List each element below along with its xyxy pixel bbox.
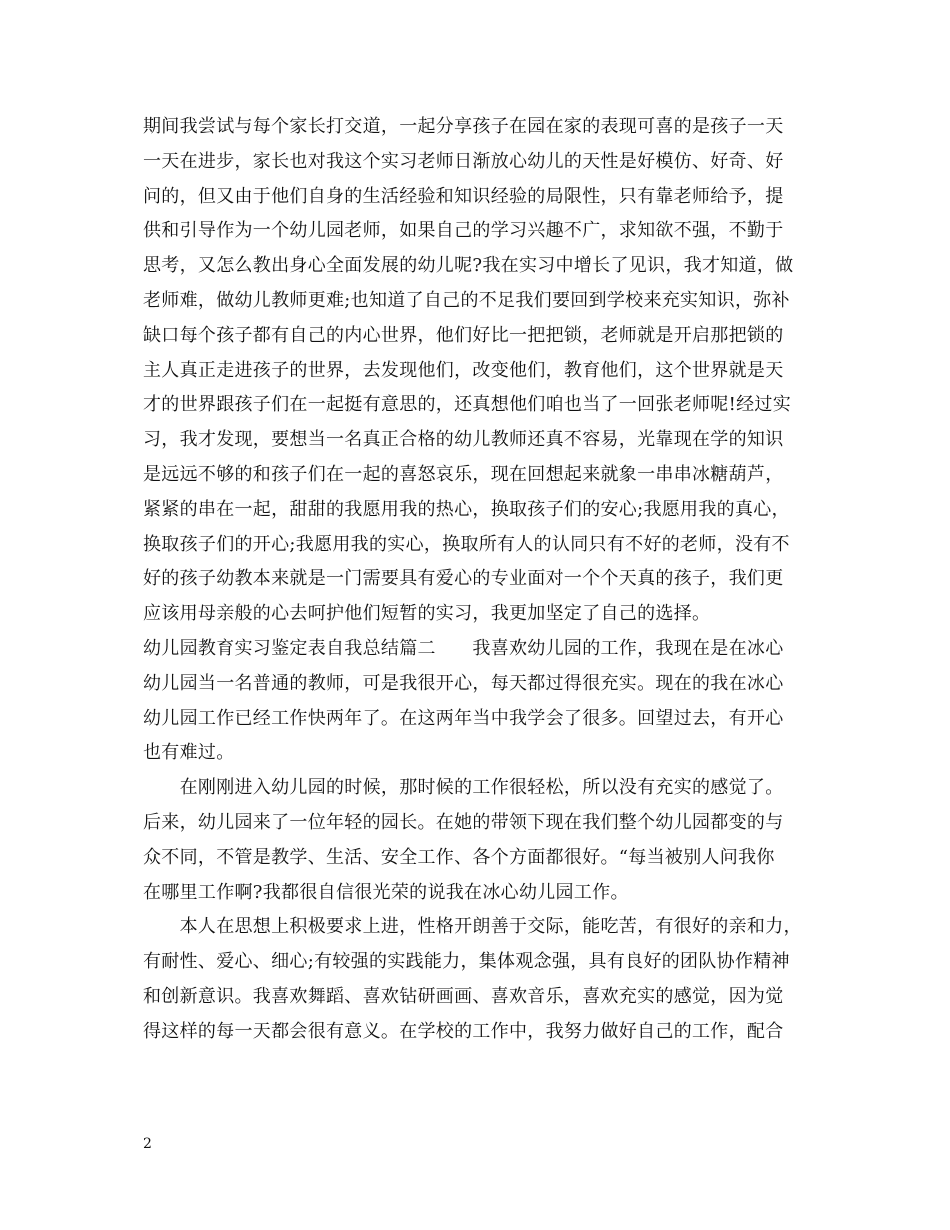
text-line: 众不同，不管是教学、生活、安全工作、各个方面都很好。“每当被别人问我你 xyxy=(143,846,775,868)
text-line: 在刚刚进入幼儿园的时候，那时候的工作很轻松，所以没有充实的感觉了。 xyxy=(143,777,784,799)
text-line: 是远远不够的和孩子们在一起的喜怒哀乐，现在回想起来就象一串串冰糖葫芦， xyxy=(143,463,784,485)
text-line: 换取孩子们的开心;我愿用我的实心，换取所有人的认同只有不好的老师，没有不 xyxy=(143,533,790,555)
text-line: 得这样的每一天都会很有意义。在学校的工作中，我努力做好自己的工作，配合 xyxy=(143,1020,784,1042)
text-line: 思考，又怎么教出身心全面发展的幼儿呢?我在实习中增长了见识，我才知道，做 xyxy=(143,255,794,277)
text-line: 后来，幼儿园来了一位年轻的园长。在她的带领下现在我们整个幼儿园都变的与 xyxy=(143,811,784,833)
text-line: 一天在进步，家长也对我这个实习老师日渐放心幼儿的天性是好模仿、好奇、好 xyxy=(143,150,784,172)
text-line: 有耐性、爱心、细心;有较强的实践能力，集体观念强，具有良好的团队协作精神 xyxy=(143,951,790,973)
text-line: 主人真正走进孩子的世界，去发现他们，改变他们，教育他们，这个世界就是天 xyxy=(143,359,784,381)
page-number: 2 xyxy=(143,1136,152,1152)
text-line: 和创新意识。我喜欢舞蹈、喜欢钻研画画、喜欢音乐，喜欢充实的感觉，因为觉 xyxy=(143,985,784,1007)
text-line: 问的，但又由于他们自身的生活经验和知识经验的局限性，只有靠老师给予，提 xyxy=(143,185,784,207)
text-line: 应该用母亲般的心去呵护他们短暂的实习，我更加坚定了自己的选择。 xyxy=(143,603,711,625)
text-line: 幼儿园工作已经工作快两年了。在这两年当中我学会了很多。回望过去，有开心 xyxy=(143,707,784,729)
text-line: 紧紧的串在一起，甜甜的我愿用我的热心，换取孩子们的安心;我愿用我的真心， xyxy=(143,498,790,520)
text-line: 才的世界跟孩子们在一起挺有意思的，还真想他们咱也当了一回张老师呢!经过实 xyxy=(143,394,792,416)
text-line: 习，我才发现，要想当一名真正合格的幼儿教师还真不容易，光靠现在学的知识 xyxy=(143,429,784,451)
text-line: 老师难，做幼儿教师更难;也知道了自己的不足我们要回到学校来充实知识，弥补 xyxy=(143,289,790,311)
text-line: 缺口每个孩子都有自己的内心世界，他们好比一把把锁，老师就是开启那把锁的 xyxy=(143,324,784,346)
text-line: 在哪里工作啊?我都很自信很光荣的说我在冰心幼儿园工作。 xyxy=(143,881,629,903)
section-heading-line: 幼儿园教育实习鉴定表自我总结篇二 我喜欢幼儿园的工作，我现在是在冰心 xyxy=(143,637,784,659)
body-text xyxy=(143,110,823,1050)
text-line: 也有难过。 xyxy=(143,742,235,764)
text-line: 期间我尝试与每个家长打交道，一起分享孩子在园在家的表现可喜的是孩子一天 xyxy=(143,116,784,137)
text-line: 供和引导作为一个幼儿园老师，如果自己的学习兴趣不广，求知欲不强，不勤于 xyxy=(143,220,784,242)
text-line: 本人在思想上积极要求上进，性格开朗善于交际，能吃苦，有很好的亲和力， xyxy=(143,916,802,938)
text-line: 幼儿园当一名普通的教师，可是我很开心，每天都过得很充实。现在的我在冰心 xyxy=(143,672,784,694)
text-line: 好的孩子幼教本来就是一门需要具有爱心的专业面对一个个天真的孩子，我们更 xyxy=(143,568,784,590)
